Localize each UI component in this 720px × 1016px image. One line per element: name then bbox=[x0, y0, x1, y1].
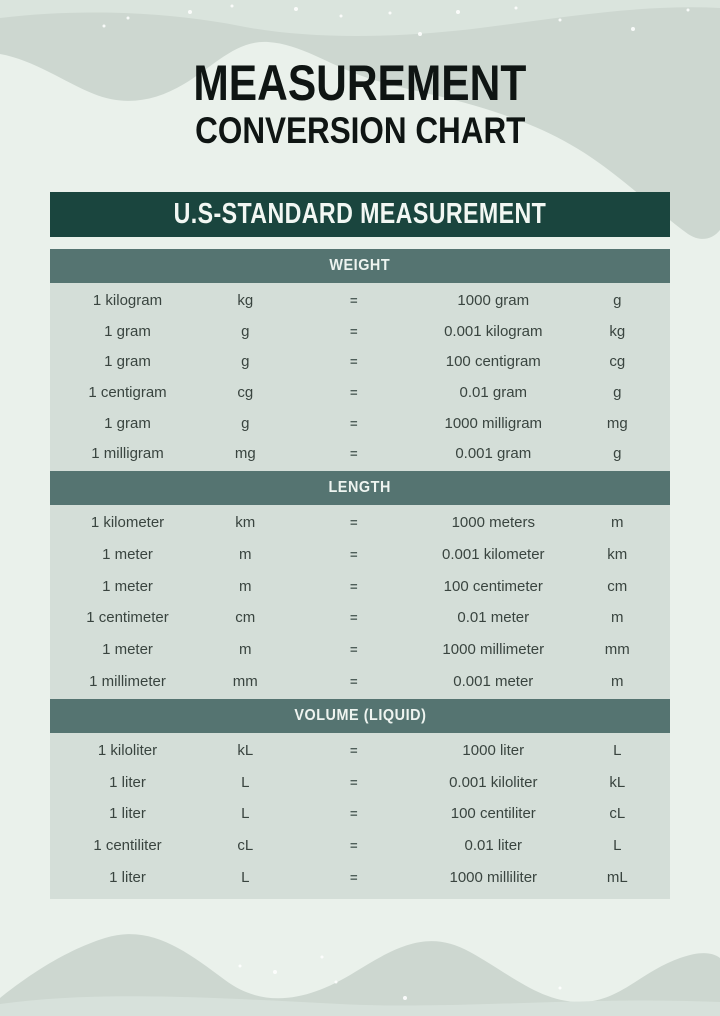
converted-value: 1000 liter bbox=[462, 742, 525, 760]
equals-sign: = bbox=[349, 610, 358, 626]
unit-name: 1 millimeter bbox=[89, 672, 166, 690]
conversion-row bbox=[50, 285, 670, 316]
conversion-row bbox=[50, 539, 670, 571]
unit-name: 1 gram bbox=[104, 414, 151, 432]
unit-name: 1 liter bbox=[109, 868, 146, 886]
conversion-row bbox=[50, 665, 670, 697]
converted-abbr: kL bbox=[609, 773, 626, 791]
conversion-row bbox=[50, 438, 670, 469]
equals-sign: = bbox=[349, 292, 358, 308]
equals-sign: = bbox=[349, 838, 358, 854]
unit-abbr: km bbox=[235, 514, 256, 532]
converted-abbr: L bbox=[613, 742, 622, 760]
title-line-1: MEASUREMENT bbox=[193, 55, 527, 111]
unit-abbr: g bbox=[241, 414, 250, 432]
section-rows bbox=[50, 733, 670, 899]
converted-value: 100 centimeter bbox=[443, 577, 543, 595]
converted-value: 100 centiliter bbox=[450, 805, 536, 823]
unit-name: 1 meter bbox=[102, 577, 153, 595]
conversion-row bbox=[50, 602, 670, 634]
conversion-row bbox=[50, 798, 670, 830]
section-header-label: WEIGHT bbox=[329, 257, 391, 274]
conversion-row bbox=[50, 377, 670, 408]
converted-value: 100 centigram bbox=[445, 353, 541, 371]
section-header-label: VOLUME (LIQUID) bbox=[293, 707, 427, 724]
unit-name: 1 liter bbox=[109, 805, 146, 823]
conversion-row bbox=[50, 316, 670, 347]
section-header-label: LENGTH bbox=[328, 479, 392, 496]
table-section bbox=[50, 249, 670, 471]
unit-abbr: cg bbox=[237, 383, 254, 401]
converted-value: 0.01 gram bbox=[459, 383, 528, 401]
converted-value: 1000 gram bbox=[457, 291, 530, 309]
section-rows bbox=[50, 505, 670, 699]
unit-abbr: m bbox=[239, 577, 252, 595]
equals-sign: = bbox=[349, 806, 358, 822]
converted-value: 0.01 meter bbox=[457, 609, 530, 627]
converted-abbr: g bbox=[613, 383, 622, 401]
equals-sign: = bbox=[349, 323, 358, 339]
equals-sign: = bbox=[349, 415, 358, 431]
equals-sign: = bbox=[349, 673, 358, 689]
unit-abbr: L bbox=[241, 805, 250, 823]
conversion-row bbox=[50, 735, 670, 767]
section-header-bar bbox=[50, 471, 670, 505]
equals-sign: = bbox=[349, 642, 358, 658]
converted-abbr: cg bbox=[609, 353, 626, 371]
unit-abbr: kL bbox=[237, 742, 254, 760]
unit-name: 1 meter bbox=[102, 546, 153, 563]
converted-abbr: L bbox=[613, 837, 622, 855]
section-rows bbox=[50, 283, 670, 471]
conversion-row bbox=[50, 408, 670, 439]
conversion-row bbox=[50, 634, 670, 666]
equals-sign: = bbox=[349, 869, 358, 885]
equals-sign: = bbox=[349, 774, 358, 790]
unit-abbr: m bbox=[239, 546, 252, 563]
unit-abbr: kg bbox=[237, 291, 254, 309]
unit-name: 1 centigram bbox=[88, 383, 167, 401]
converted-abbr: m bbox=[611, 672, 624, 690]
conversion-row bbox=[50, 507, 670, 539]
poster-title bbox=[0, 0, 720, 149]
equals-sign: = bbox=[349, 515, 358, 531]
converted-abbr: g bbox=[613, 291, 622, 309]
converted-abbr: mL bbox=[606, 868, 628, 886]
title-line-2: CONVERSION CHART bbox=[194, 110, 526, 151]
unit-name: 1 meter bbox=[102, 641, 153, 659]
converted-value: 0.001 gram bbox=[455, 445, 532, 463]
unit-abbr: cm bbox=[235, 609, 256, 627]
converted-value: 0.001 kilogram bbox=[444, 322, 543, 340]
unit-abbr: cL bbox=[237, 837, 254, 855]
unit-abbr: L bbox=[241, 868, 250, 886]
unit-abbr: m bbox=[239, 641, 252, 659]
converted-value: 1000 milliliter bbox=[449, 868, 538, 886]
converted-value: 0.01 liter bbox=[464, 837, 523, 855]
conversion-row bbox=[50, 861, 670, 893]
converted-value: 1000 milligram bbox=[444, 414, 543, 432]
unit-name: 1 liter bbox=[109, 773, 146, 791]
converted-abbr: g bbox=[613, 445, 622, 463]
section-header-bar bbox=[50, 699, 670, 733]
unit-name: 1 centimeter bbox=[86, 609, 169, 627]
converted-value: 1000 millimeter bbox=[442, 641, 545, 659]
unit-name: 1 centiliter bbox=[93, 837, 162, 855]
converted-value: 0.001 meter bbox=[453, 672, 534, 690]
unit-abbr: mm bbox=[232, 672, 258, 690]
conversion-row bbox=[50, 830, 670, 862]
unit-abbr: mg bbox=[234, 445, 256, 463]
unit-abbr: g bbox=[241, 353, 250, 371]
converted-abbr: cm bbox=[607, 577, 628, 595]
section-header-bar bbox=[50, 249, 670, 283]
unit-name: 1 kilometer bbox=[90, 514, 165, 532]
unit-abbr: L bbox=[241, 773, 250, 791]
converted-abbr: m bbox=[611, 609, 624, 627]
equals-sign: = bbox=[349, 743, 358, 759]
unit-name: 1 milligram bbox=[91, 445, 164, 463]
main-header-label: U.S-STANDARD MEASUREMENT bbox=[173, 198, 547, 230]
equals-sign: = bbox=[349, 547, 358, 562]
main-header-bar bbox=[50, 192, 670, 237]
equals-sign: = bbox=[349, 446, 358, 462]
conversion-row bbox=[50, 346, 670, 377]
conversion-table bbox=[50, 249, 670, 899]
equals-sign: = bbox=[349, 578, 358, 594]
equals-sign: = bbox=[349, 354, 358, 370]
converted-value: 0.001 kiloliter bbox=[449, 773, 538, 791]
converted-abbr: kg bbox=[609, 322, 626, 340]
converted-abbr: mg bbox=[606, 414, 628, 432]
table-section bbox=[50, 471, 670, 699]
unit-abbr: g bbox=[241, 322, 250, 340]
table-section bbox=[50, 699, 670, 899]
converted-abbr: cL bbox=[609, 805, 626, 823]
unit-name: 1 gram bbox=[104, 353, 151, 371]
equals-sign: = bbox=[349, 384, 358, 400]
converted-abbr: km bbox=[607, 546, 628, 563]
unit-name: 1 kilogram bbox=[92, 291, 163, 309]
unit-name: 1 gram bbox=[104, 322, 151, 340]
converted-value: 0.001 kilometer bbox=[442, 546, 545, 563]
converted-value: 1000 meters bbox=[451, 514, 535, 532]
unit-name: 1 kiloliter bbox=[97, 742, 158, 760]
converted-abbr: mm bbox=[604, 641, 630, 659]
conversion-row bbox=[50, 570, 670, 602]
converted-abbr: m bbox=[611, 514, 624, 532]
conversion-row bbox=[50, 767, 670, 799]
